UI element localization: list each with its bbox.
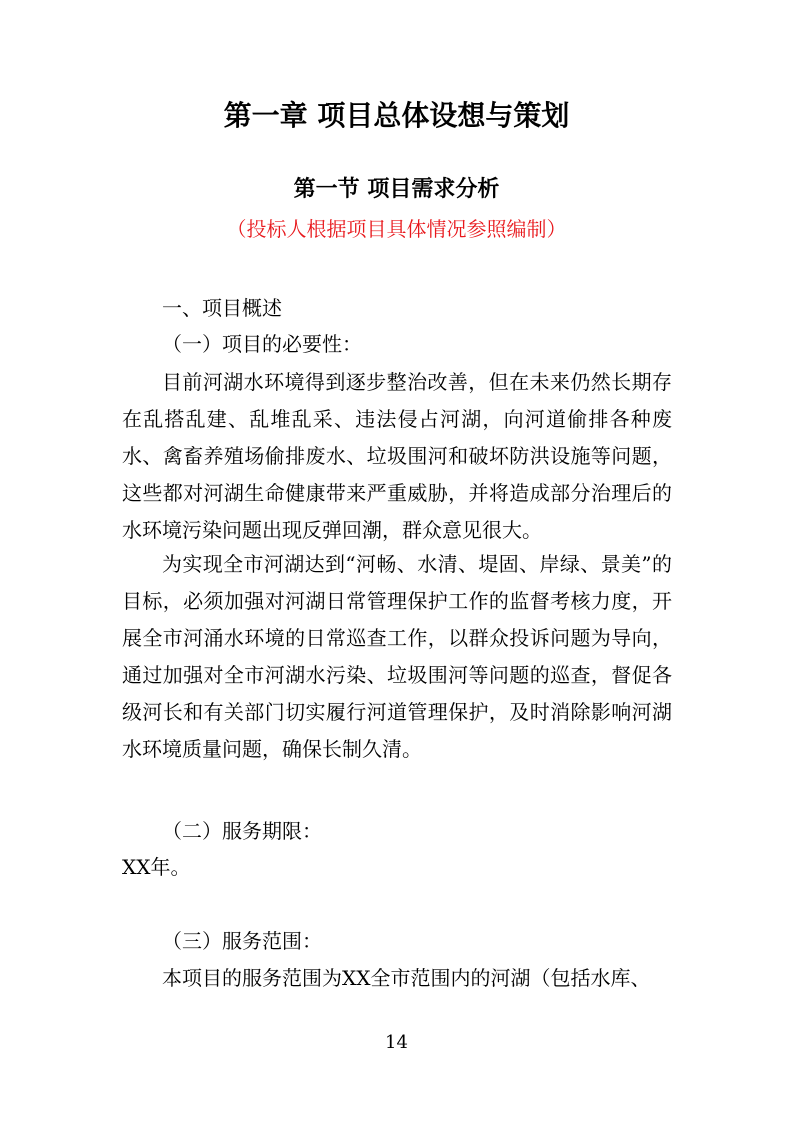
- page-number: 14: [385, 1032, 408, 1053]
- sub-heading-service-period: （二）服务期限：: [162, 819, 322, 843]
- paragraph-necessity: 目前河湖水环境得到逐步整治改善，但在未来仍然长期存在乱搭乱建、乱堆乱采、违法侵占河湖，向河道偷排各种废水、禽畜养殖场偷排废水、垃圾围河和破坏防洪设施等问题，这些都对河湖生命健康带来严重威胁，并将造成部分治理后的水环境污染问题出现反弹回潮，群众意见很大。: [122, 370, 672, 542]
- service-term-value: XX年。: [122, 855, 191, 879]
- paragraph-service-scope: 本项目的服务范围为XX全市范围内的河湖（包括水库、: [162, 966, 651, 990]
- heading-project-overview: 一、项目概述: [162, 296, 282, 320]
- section-title: 第一节 项目需求分析: [293, 177, 500, 202]
- paragraph-goals: 为实现全市河湖达到“河畅、水清、堤固、岸绿、景美”的目标，必须加强对河湖日常管理保护工作的监督考核力度，开展全市河涌水环境的日常巡查工作，以群众投诉问题为导向，通过加强对全市河湖水污染、垃圾围河等问题的巡查，督促各级河长和有关部门切实履行河道管理保护，及时消除影响河湖水环境质量问题，确保长制久清。: [122, 552, 672, 761]
- bidder-note: （投标人根据项目具体情况参照编制）: [226, 217, 567, 241]
- sub-heading-service-scope: （三）服务范围：: [162, 929, 322, 953]
- sub-heading-necessity: （一）项目的必要性：: [162, 332, 362, 356]
- chapter-title: 第一章 项目总体设想与策划: [223, 99, 570, 132]
